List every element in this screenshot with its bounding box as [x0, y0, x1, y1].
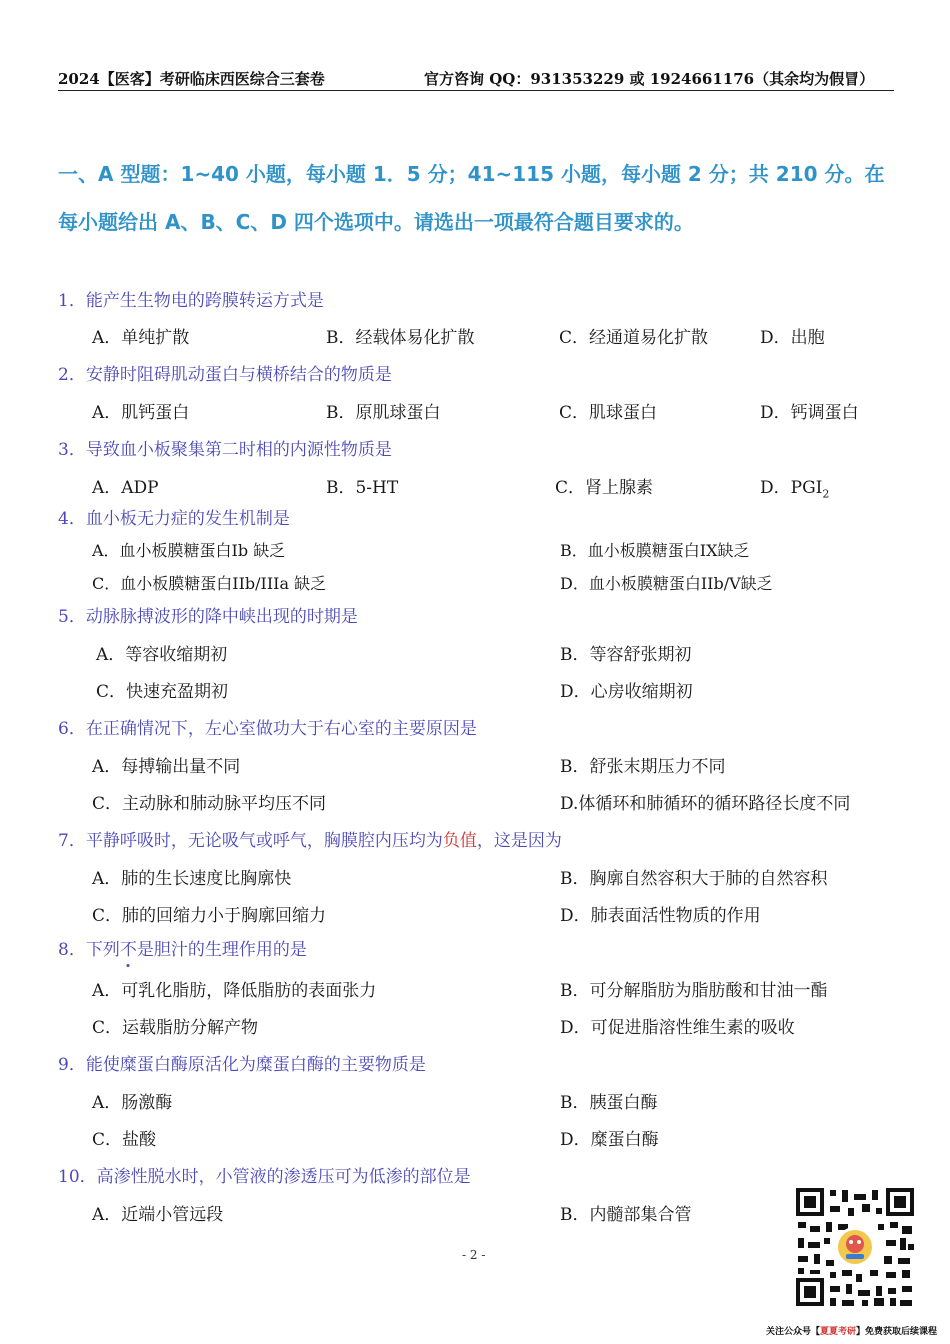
question-stem-part: 7．平静呼吸时，无论吸气或呼气，胸膜腔内压均为 — [58, 831, 443, 851]
question-stem: 1．能产生生物电的跨膜转运方式是 — [58, 291, 324, 311]
option-b: B．等容舒张期初 — [560, 645, 692, 665]
option-a: A．肠激酶 — [92, 1093, 173, 1113]
qr-code-graphic — [794, 1186, 916, 1308]
question-stem: 9．能使糜蛋白酶原活化为糜蛋白酶的主要物质是 — [58, 1055, 426, 1075]
option-c: C．快速充盈期初 — [96, 682, 229, 702]
footer-prefix: 关注公众号【 — [766, 1327, 821, 1337]
option-c: C．主动脉和肺动脉平均压不同 — [92, 794, 327, 814]
question-stem: 3．导致血小板聚集第二时相的内源性物质是 — [58, 440, 392, 460]
option-a: A．肌钙蛋白 — [92, 403, 190, 423]
option-c: C．运载脂肪分解产物 — [92, 1018, 259, 1038]
option-b: B．舒张末期压力不同 — [560, 757, 726, 777]
footer-note — [766, 1324, 937, 1337]
question-stem-part: 8．下列 — [58, 940, 120, 960]
footer-brand: 夏夏考研 — [820, 1327, 857, 1337]
option-b: B．原肌球蛋白 — [326, 403, 441, 423]
option-c: C．肺的回缩力小于胸廓回缩力 — [92, 906, 327, 926]
header-title: 2024【医客】考研临床西医综合三套卷 — [58, 70, 325, 88]
page-number: - 2 - — [462, 1248, 486, 1262]
option-d: D．糜蛋白酶 — [560, 1130, 659, 1150]
question-stem — [58, 826, 562, 851]
option-b: B．经载体易化扩散 — [326, 328, 475, 348]
option-c: C．肌球蛋白 — [559, 403, 658, 423]
option-a: A．血小板膜糖蛋白Ib 缺乏 — [92, 541, 286, 560]
emphasized-word: 不 — [119, 940, 137, 960]
option-b: B．可分解脂肪为脂肪酸和甘油一酯 — [560, 981, 828, 1001]
question-stem-part: ，这是因为 — [476, 831, 562, 851]
option-d: D.体循环和肺循环的循环路径长度不同 — [560, 794, 851, 814]
option-a: A．每搏输出量不同 — [92, 757, 241, 777]
option-d — [760, 473, 829, 500]
header-contact: 官方咨询 QQ：931353229 或 1924661176（其余均为假冒） — [424, 70, 875, 88]
question-stem-part: 是胆汁的生理作用的是 — [136, 940, 307, 960]
question-stem: 2．安静时阻碍肌动蛋白与横桥结合的物质是 — [58, 365, 392, 385]
option-b: B．内髓部集合管 — [560, 1205, 692, 1225]
footer-suffix: 】免费获取后续课程 — [856, 1327, 938, 1337]
option-a: A．可乳化脂肪，降低脂肪的表面张力 — [92, 981, 377, 1001]
question-stem: 10．高渗性脱水时，小管液的渗透压可为低渗的部位是 — [58, 1167, 471, 1187]
qr-code-icon[interactable] — [794, 1186, 916, 1308]
section-heading-line1: 一、A 型题：1~40 小题，每小题 1．5 分；41~115 小题，每小题 2 分；共 210 分。在 — [58, 162, 885, 186]
option-a: A．近端小管远段 — [92, 1205, 224, 1225]
question-stem: 6．在正确情况下，左心室做功大于右心室的主要原因是 — [58, 719, 477, 739]
option-d-subscript: 2 — [822, 487, 830, 501]
option-d-text: D．PGI — [760, 478, 823, 498]
option-c: C．盐酸 — [92, 1130, 157, 1150]
option-d: D．血小板膜糖蛋白IIb/V缺乏 — [560, 574, 773, 593]
option-a: A．等容收缩期初 — [96, 645, 228, 665]
option-d: D．钙调蛋白 — [760, 403, 859, 423]
option-a: A．ADP — [92, 478, 159, 498]
highlighted-term: 负值 — [442, 831, 477, 851]
option-a: A．肺的生长速度比胸廓快 — [92, 869, 292, 889]
question-stem — [58, 935, 307, 960]
option-b: B．胰蛋白酶 — [560, 1093, 658, 1113]
option-a: A．单纯扩散 — [92, 328, 190, 348]
question-stem: 5．动脉脉搏波形的降中峡出现的时期是 — [58, 607, 358, 627]
option-c: C．经通道易化扩散 — [559, 328, 709, 348]
option-b: B．胸廓自然容积大于肺的自然容积 — [560, 869, 828, 889]
option-b: B．5-HT — [326, 478, 399, 498]
option-c: C．血小板膜糖蛋白IIb/IIIa 缺乏 — [92, 574, 327, 593]
option-c: C．肾上腺素 — [555, 478, 654, 498]
page-header — [58, 66, 894, 91]
option-d: D．可促进脂溶性维生素的吸收 — [560, 1018, 795, 1038]
section-heading — [58, 150, 898, 246]
option-d: D．肺表面活性物质的作用 — [560, 906, 761, 926]
section-heading-line2: 每小题给出 A、B、C、D 四个选项中。请选出一项最符合题目要求的。 — [58, 210, 694, 234]
option-d: D．心房收缩期初 — [560, 682, 693, 702]
question-stem: 4．血小板无力症的发生机制是 — [58, 509, 290, 529]
option-b: B．血小板膜糖蛋白IX缺乏 — [560, 541, 750, 560]
option-d: D．出胞 — [760, 328, 825, 348]
